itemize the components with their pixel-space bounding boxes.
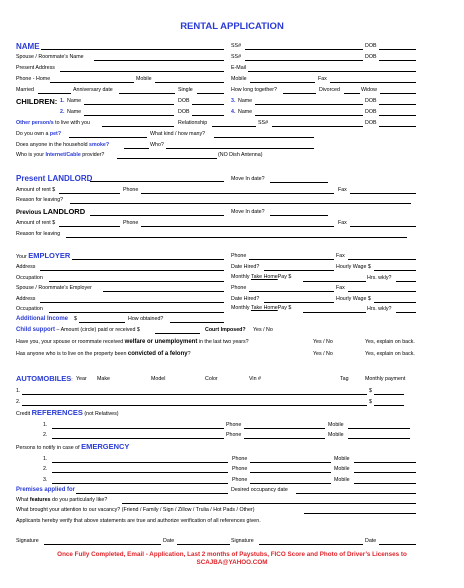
previous-landlord-word: LANDLORD: [43, 207, 86, 216]
hrs2-label: Hrs. wkly?: [367, 306, 392, 312]
felony-q: ?: [187, 351, 191, 357]
auto-row1-dollar: $: [369, 388, 372, 394]
reason-label: Reason for leaving?: [16, 197, 64, 203]
who-label: Who?: [150, 142, 164, 148]
ref2-name-field[interactable]: [52, 438, 224, 439]
landlord2-fax-label: Fax: [338, 220, 347, 226]
auto-year-header: Year: [76, 376, 87, 382]
welfare-explain: Yes, explain on back.: [365, 339, 415, 345]
roommate-phone-field[interactable]: [249, 291, 334, 292]
ss2-label: SS#: [231, 54, 242, 60]
additional-income-label: Additional Income: [16, 316, 69, 322]
occupation-field[interactable]: [49, 281, 224, 282]
child2-name-label: Name: [67, 109, 82, 115]
additional-dollar: $: [74, 316, 77, 322]
other-person-field[interactable]: [102, 126, 174, 127]
roommate-address-field[interactable]: [40, 302, 224, 303]
landlord2-phone-field[interactable]: [141, 226, 334, 227]
rent2-field[interactable]: [59, 226, 120, 227]
move-in-label: Move In date?: [231, 176, 265, 182]
roommate-fax-field[interactable]: [348, 291, 416, 292]
internet-post: provider?: [82, 152, 105, 158]
child4-num: 4.: [231, 109, 236, 115]
employer-field[interactable]: [72, 259, 224, 260]
other-person-rest: to live with you: [55, 120, 90, 126]
your-employer-label: [16, 252, 70, 261]
child4-name-label: Name: [238, 109, 253, 115]
roommate-employer-field[interactable]: [103, 291, 224, 292]
ss3-field[interactable]: [272, 126, 363, 127]
anniversary-label: Anniversary date: [73, 87, 113, 93]
emergency2-num: 2.: [43, 466, 48, 472]
emergency1-num: 1.: [43, 456, 48, 462]
employer-phone-label: Phone: [231, 253, 247, 259]
emergency1-mobile-label: Mobile: [334, 456, 350, 462]
date-hired-label: Date Hired?: [231, 264, 260, 270]
date-hired2-label: Date Hired?: [231, 296, 260, 302]
name-field[interactable]: [41, 49, 224, 50]
take-home-word: Take Home: [250, 274, 278, 280]
dob2-field[interactable]: [379, 60, 416, 61]
ref1-mobile-label: Mobile: [328, 422, 344, 428]
divorced-label: Divorced: [319, 87, 340, 93]
features-question: [16, 497, 107, 504]
hourly-label: Hourly Wage $: [336, 264, 371, 270]
automobiles-label: AUTOMOBILES: [16, 374, 72, 383]
employer-fax-label: Fax: [336, 253, 345, 259]
footer-instructions: Once Fully Completed, Email - Application, Last 2 months of Paystubs, FICO Score and Photo of Driver’s Licenses to: [57, 551, 407, 558]
other-person-emph: Other person/s: [16, 120, 54, 126]
court-imposed-label: Court Imposed?: [205, 327, 246, 333]
roommate-phone-label: Phone: [231, 285, 247, 291]
auto-row2-num: 2.: [16, 399, 21, 405]
child2-dob-label: DOB: [178, 109, 190, 115]
date2-label: Date: [365, 538, 377, 544]
reason2-label: Reason for leaving: [16, 231, 61, 237]
take-home2-label: [231, 305, 291, 312]
pet-kind-label: What kind / how many?: [150, 131, 206, 137]
emergency-word: EMERGENCY: [81, 442, 130, 451]
divorced-field[interactable]: [344, 93, 360, 94]
emergency3-num: 3.: [43, 477, 48, 483]
emergency2-name-field[interactable]: [52, 472, 228, 473]
child1-name-field[interactable]: [84, 104, 174, 105]
rent-label: Amount of rent $: [16, 187, 56, 193]
emergency3-name-field[interactable]: [52, 483, 228, 484]
mobile2-label: Mobile: [231, 76, 247, 82]
smoke-pre: Does anyone in the household: [16, 142, 88, 148]
married-field[interactable]: [38, 93, 71, 94]
child3-name-field[interactable]: [255, 104, 363, 105]
hrs-field[interactable]: [396, 281, 416, 282]
date-hired-field[interactable]: [264, 270, 334, 271]
anniversary-field[interactable]: [119, 93, 175, 94]
name-label: NAME: [16, 42, 40, 51]
mobile2-field[interactable]: [250, 82, 315, 83]
emergency1-phone-label: Phone: [232, 456, 248, 462]
auto-row2-field[interactable]: [22, 405, 367, 406]
emergency1-mobile-field[interactable]: [354, 462, 416, 463]
ref1-mobile-field[interactable]: [348, 428, 410, 429]
landlord2-phone-label: Phone: [123, 220, 139, 226]
roommate-employer-label: Spouse / Roommate’s Employer: [16, 285, 92, 291]
smoke-emph: smoke?: [89, 142, 110, 148]
pet-question: [16, 131, 61, 138]
auto-row1-payment[interactable]: [374, 394, 404, 395]
no-dish-note: (NO Dish Antenna): [218, 152, 263, 158]
internet-pre: Who is your: [16, 152, 44, 158]
widow-label: Widow: [361, 87, 377, 93]
ss3-label: SS#: [258, 120, 269, 126]
welfare-question: [16, 339, 249, 346]
landlord-phone-field[interactable]: [141, 193, 334, 194]
move-in-field[interactable]: [270, 182, 328, 183]
pet-kind-field[interactable]: [214, 137, 314, 138]
automobiles-colon: :: [71, 377, 73, 383]
date2-field[interactable]: [379, 544, 416, 545]
roommate-name-label: Spouse / Roommate’s Name: [16, 54, 84, 60]
ref2-mobile-field[interactable]: [348, 438, 410, 439]
child1-dob-label: DOB: [178, 98, 190, 104]
phone-home-label: Phone - Home: [16, 76, 51, 82]
other-person-label: [16, 120, 90, 127]
occupation-label: Occupation: [16, 275, 43, 281]
occupancy-label: Desired occupancy date: [231, 487, 288, 493]
emergency3-phone-label: Phone: [232, 477, 248, 483]
welfare-yes-no[interactable]: Yes / No: [313, 339, 333, 345]
attention-field[interactable]: [304, 513, 416, 514]
ref1-num: 1.: [43, 422, 48, 428]
landlord2-fax-field[interactable]: [350, 226, 416, 227]
welfare-emph: welfare or unemployment: [124, 339, 198, 345]
children-label: CHILDREN:: [16, 97, 58, 106]
mobile-label: Mobile: [136, 76, 152, 82]
ref1-phone-field[interactable]: [244, 428, 325, 429]
welfare-post: in the last two years?: [198, 339, 249, 345]
how-obtained-label: How obtained?: [128, 316, 164, 322]
fax-field[interactable]: [330, 82, 416, 83]
child2-name-field[interactable]: [84, 115, 174, 116]
widow-field[interactable]: [380, 93, 416, 94]
ref1-name-field[interactable]: [52, 428, 224, 429]
previous-landlord-label: [16, 208, 85, 217]
emergency-pre: Persons to notify in case of: [16, 445, 80, 451]
page-title: RENTAL APPLICATION: [180, 21, 284, 32]
dob-field[interactable]: [379, 49, 416, 50]
landlord-fax-label: Fax: [338, 187, 347, 193]
employer-fax-field[interactable]: [348, 259, 416, 260]
roommate-name-field[interactable]: [94, 60, 224, 61]
date1-label: Date: [163, 538, 175, 544]
how-obtained-field[interactable]: [170, 322, 224, 323]
auto-row2-payment[interactable]: [374, 405, 404, 406]
features-post: do you particularly like?: [51, 497, 108, 503]
smoke-question: [16, 142, 109, 149]
auto-vin-header: Vin #: [249, 376, 261, 382]
take-home-field[interactable]: [303, 281, 366, 282]
ref2-mobile-label: Mobile: [328, 432, 344, 438]
features-pre: What: [16, 497, 29, 503]
hourly-field[interactable]: [374, 270, 416, 271]
features-field[interactable]: [122, 503, 416, 504]
auto-model-header: Model: [151, 376, 166, 382]
dob2-label: DOB: [365, 54, 377, 60]
dob3-field[interactable]: [379, 126, 416, 127]
employer-address-field[interactable]: [40, 270, 224, 271]
monthly-word: Monthly: [231, 274, 250, 280]
present-address-field[interactable]: [60, 71, 224, 72]
roommate-fax-label: Fax: [336, 285, 345, 291]
who-field[interactable]: [166, 148, 314, 149]
child2-num: 2.: [60, 109, 65, 115]
felony-yes-no[interactable]: Yes / No: [313, 351, 333, 357]
emergency3-phone-field[interactable]: [250, 483, 331, 484]
child4-name-field[interactable]: [255, 115, 363, 116]
email-field[interactable]: [248, 71, 416, 72]
auto-monthly-header: Monthly payment: [365, 376, 406, 382]
fax-label: Fax: [318, 76, 327, 82]
auto-row1-field[interactable]: [22, 394, 367, 395]
landlord-fax-field[interactable]: [350, 193, 416, 194]
child3-name-label: Name: [238, 98, 253, 104]
rent2-label: Amount of rent $: [16, 220, 56, 226]
auto-tag-header: Tag: [340, 376, 349, 382]
child-support-label: [16, 327, 140, 334]
relationship-field[interactable]: [212, 126, 256, 127]
felony-emph: convicted of a felony: [127, 351, 188, 357]
previous-landlord-field[interactable]: [90, 215, 224, 216]
automobiles-heading: [16, 375, 73, 384]
monthly2-word: Monthly: [231, 305, 250, 311]
auto-make-header: Make: [97, 376, 110, 382]
emergency3-mobile-field[interactable]: [354, 483, 416, 484]
internet-question: [16, 152, 104, 159]
employer-address-label: Address: [16, 264, 36, 270]
pet-pre: Do you own a: [16, 131, 49, 137]
signature1-field[interactable]: [44, 544, 161, 545]
occupancy-field[interactable]: [296, 493, 416, 494]
phone-home-field[interactable]: [50, 82, 134, 83]
child3-num: 3.: [231, 98, 236, 104]
credit-references-heading: [16, 409, 119, 418]
auto-row1-num: 1.: [16, 388, 21, 394]
footer-email: SCAJBA@YAHOO.COM: [196, 559, 268, 566]
hourly2-label: Hourly Wage $: [336, 296, 371, 302]
ss-label: SS#: [231, 43, 242, 49]
child2-dob-field[interactable]: [192, 115, 224, 116]
child1-dob-field[interactable]: [192, 104, 224, 105]
take-home2-word: Take Home: [250, 305, 278, 311]
emergency1-phone-field[interactable]: [250, 462, 331, 463]
court-yes-no[interactable]: Yes / No: [253, 327, 273, 333]
child-support-rest: – Amount (circle) paid or received $: [56, 327, 140, 333]
previous-word: Previous: [16, 210, 42, 216]
ref2-phone-field[interactable]: [244, 438, 325, 439]
child1-num: 1.: [60, 98, 65, 104]
move-in2-field[interactable]: [270, 215, 328, 216]
child1-name-label: Name: [67, 98, 82, 104]
single-label: Single: [178, 87, 193, 93]
occupation2-field[interactable]: [49, 312, 224, 313]
credit-word: Credit: [16, 411, 31, 417]
emergency-heading: [16, 443, 129, 452]
occupation2-label: Occupation: [16, 306, 43, 312]
premises-label: Premises applied for: [16, 487, 76, 493]
take-home-label: [231, 274, 291, 281]
emergency2-phone-field[interactable]: [250, 472, 331, 473]
emergency2-phone-label: Phone: [232, 466, 248, 472]
reason2-field[interactable]: [66, 237, 407, 238]
premises-field[interactable]: [76, 493, 228, 494]
auto-color-header: Color: [205, 376, 218, 382]
child4-dob-label: DOB: [365, 109, 377, 115]
ref2-num: 2.: [43, 432, 48, 438]
signature2-label: Signature: [231, 538, 254, 544]
child-support-emph: Child support: [16, 327, 55, 333]
roommate-address-label: Address: [16, 296, 36, 302]
internet-emph: Internet/Cable: [45, 152, 81, 158]
present-landlord-field[interactable]: [90, 181, 224, 182]
dob3-label: DOB: [365, 120, 377, 126]
hourly2-field[interactable]: [374, 302, 416, 303]
pay-word: Pay $: [277, 274, 292, 280]
present-address-label: Present Address: [16, 65, 55, 71]
rent-field[interactable]: [59, 193, 120, 194]
dob-label: DOB: [365, 43, 377, 49]
internet-field[interactable]: [117, 158, 217, 159]
how-long-field[interactable]: [283, 93, 316, 94]
authorize-statement: Applicants hereby verify that above statements are true and authorize verification of all references given.: [16, 518, 261, 524]
take-home2-field[interactable]: [303, 312, 366, 313]
how-long-label: How long together?: [231, 87, 277, 93]
child-support-field[interactable]: [155, 333, 200, 334]
features-emph: features: [29, 497, 51, 503]
emergency3-mobile-label: Mobile: [334, 477, 350, 483]
employer-phone-field[interactable]: [249, 259, 334, 260]
email-label: E-Mail: [231, 65, 247, 71]
auto-row2-dollar: $: [369, 399, 372, 405]
felony-explain: Yes, explain on back.: [365, 351, 415, 357]
pet-field[interactable]: [69, 137, 147, 138]
ref2-phone-label: Phone: [226, 432, 242, 438]
relationship-label: Relationship: [178, 120, 208, 126]
hrs-label: Hrs. wkly?: [367, 275, 392, 281]
single-field[interactable]: [197, 93, 224, 94]
ss-field[interactable]: [245, 49, 363, 50]
smoke-field[interactable]: [124, 148, 149, 149]
child3-dob-label: DOB: [365, 98, 377, 104]
emergency1-name-field[interactable]: [52, 462, 228, 463]
ref1-phone-label: Phone: [226, 422, 242, 428]
signature1-label: Signature: [16, 538, 39, 544]
references-note: (not Relatives): [84, 411, 119, 417]
references-word: REFERENCES: [31, 408, 83, 417]
married-label: Married: [16, 87, 34, 93]
present-landlord-label: Present LANDLORD: [16, 174, 93, 183]
signature2-field[interactable]: [259, 544, 363, 545]
landlord-phone-label: Phone: [123, 187, 139, 193]
attention-question: What brought your attention to our vacancy? (Friend / Family / Sign / Zillow / Trulia / Hot Pads / Other): [16, 507, 255, 513]
ss2-field[interactable]: [245, 60, 363, 61]
employer-word: EMPLOYER: [28, 251, 71, 260]
hrs2-field[interactable]: [396, 312, 416, 313]
pet-emph: pet?: [49, 131, 62, 137]
pay2-word: Pay $: [277, 305, 292, 311]
child4-dob-field[interactable]: [379, 115, 416, 116]
felony-pre: Has anyone who is to live on the property been: [16, 351, 127, 357]
date-hired2-field[interactable]: [264, 302, 334, 303]
your-word: Your: [16, 254, 27, 260]
date1-field[interactable]: [177, 544, 230, 545]
emergency2-mobile-field[interactable]: [354, 472, 416, 473]
child3-dob-field[interactable]: [379, 104, 416, 105]
mobile-field[interactable]: [155, 82, 224, 83]
welfare-pre: Have you, your spouse or roommate received: [16, 339, 124, 345]
reason-field[interactable]: [70, 203, 411, 204]
emergency2-mobile-label: Mobile: [334, 466, 350, 472]
felony-question: [16, 351, 191, 358]
additional-income-field[interactable]: [79, 322, 125, 323]
move-in2-label: Move In date?: [231, 209, 265, 215]
